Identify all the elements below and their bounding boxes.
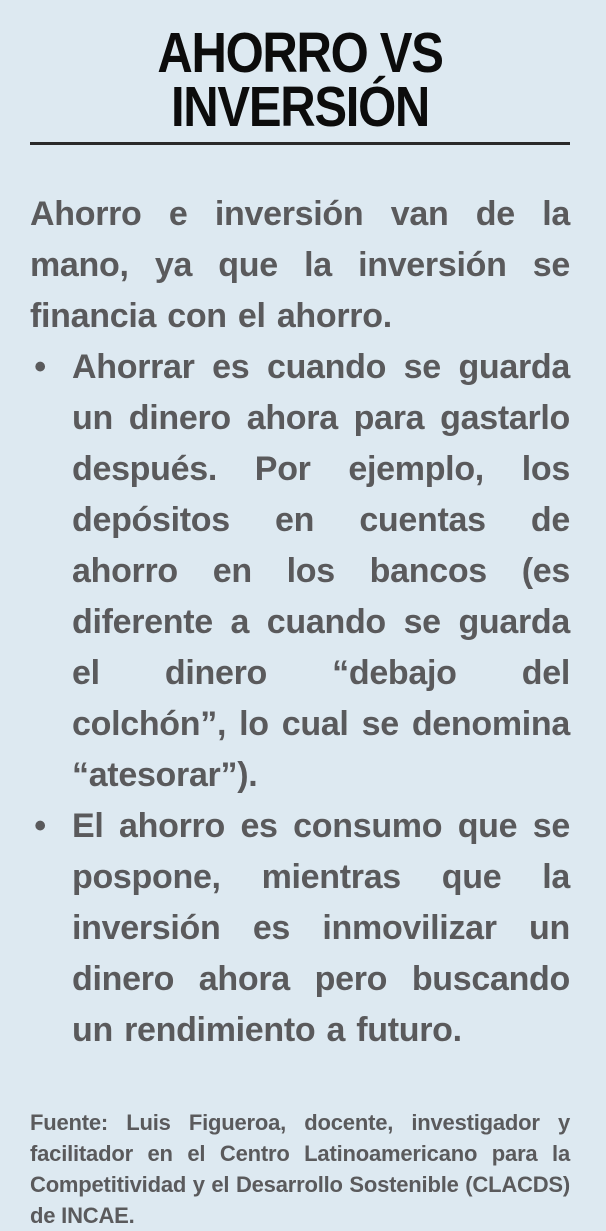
list-item (30, 801, 570, 1056)
article-body (30, 189, 570, 1056)
bullet-text: El ahorro es consumo que se pospone, mientras que la inversión es inmovilizar un dinero ahora pero buscando un rendimiento a futuro. (72, 807, 570, 1049)
bullet-icon: • (34, 807, 46, 845)
title-divider (30, 142, 570, 145)
bullet-text: Ahorrar es cuando se guarda un dinero ahora para gastarlo después. Por ejemplo, los depósitos en cuentas de ahorro en los bancos (es diferente a cuando se guarda el dinero “debajo del colchón”, lo cual se denomina “atesorar”). (72, 348, 570, 794)
page-title (68, 21, 532, 139)
intro-paragraph: Ahorro e inversión van de la mano, ya que la inversión se financia con el ahorro. (30, 195, 570, 335)
title-line-1: AHORRO VS (157, 21, 443, 85)
title-line-2: INVERSIÓN (170, 75, 430, 139)
bullet-icon: • (34, 348, 46, 386)
source-note: Fuente: Luis Figueroa, docente, investigador y facilitador en el Centro Latinoamericano para la Competitividad y el Desarrollo Sostenible (CLACDS) de INCAE. (30, 1110, 570, 1228)
bullet-list (30, 342, 570, 1056)
list-item (30, 342, 570, 801)
